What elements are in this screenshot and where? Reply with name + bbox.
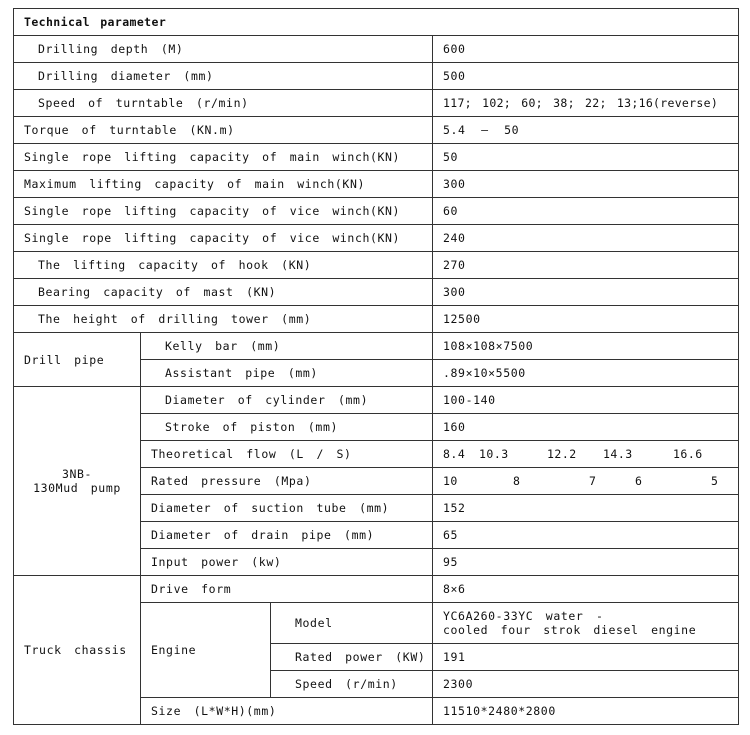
param-label: Stroke of piston (mm): [141, 414, 433, 441]
param-label: Diameter of cylinder (mm): [141, 387, 433, 414]
pressure-value: 8: [513, 474, 521, 488]
param-value: 2300: [433, 671, 739, 698]
flow-value: 10.3: [479, 447, 509, 461]
param-value: 5.4 — 50: [433, 117, 739, 144]
param-value: 160: [433, 414, 739, 441]
param-value: 12500: [433, 306, 739, 333]
flow-value: 12.2: [547, 447, 577, 461]
param-label: Drilling depth (M): [14, 36, 433, 63]
param-value: 50: [433, 144, 739, 171]
param-label: Single rope lifting capacity of main winch(KN): [14, 144, 433, 171]
param-value-multi: [433, 441, 739, 468]
pressure-value: 5: [711, 474, 719, 488]
spec-table: [13, 8, 739, 725]
table-row: [14, 252, 739, 279]
table-row: [14, 36, 739, 63]
param-label: Bearing capacity of mast (KN): [14, 279, 433, 306]
table-title: Technical parameter: [14, 9, 739, 36]
param-label: Input power (kw): [141, 549, 433, 576]
param-label: Assistant pipe (mm): [141, 360, 433, 387]
flow-value: 14.3: [603, 447, 633, 461]
table-row: [14, 387, 739, 414]
param-label: Drive form: [141, 576, 433, 603]
param-label: Diameter of drain pipe (mm): [141, 522, 433, 549]
group-label-drill-pipe: Drill pipe: [14, 333, 141, 387]
param-value: 300: [433, 171, 739, 198]
param-label: Kelly bar (mm): [141, 333, 433, 360]
param-value: 191: [433, 644, 739, 671]
table-row: [14, 90, 739, 117]
param-value: 270: [433, 252, 739, 279]
model-line: cooled four strok diesel engine: [443, 623, 697, 637]
param-value: 117; 102; 60; 38; 22; 13;16(reverse): [433, 90, 739, 117]
param-label: Size (L*W*H)(mm): [141, 698, 433, 725]
table-row: [14, 576, 739, 603]
group-label-mud-pump: [14, 387, 141, 576]
param-label: Single rope lifting capacity of vice winch(KN): [14, 225, 433, 252]
pressure-value: 10: [443, 474, 458, 488]
param-label: Drilling diameter (mm): [14, 63, 433, 90]
param-value: 240: [433, 225, 739, 252]
param-value: 108×108×7500: [433, 333, 739, 360]
table-row: [14, 225, 739, 252]
param-label: The lifting capacity of hook (KN): [14, 252, 433, 279]
table-row: [14, 198, 739, 225]
param-label: Torque of turntable (KN.m): [14, 117, 433, 144]
table-row: [14, 279, 739, 306]
param-label: Model: [271, 603, 433, 644]
table-row: [14, 333, 739, 360]
param-value: 152: [433, 495, 739, 522]
table-row: [14, 144, 739, 171]
param-label: Speed of turntable (r/min): [14, 90, 433, 117]
param-value: 100-140: [433, 387, 739, 414]
table-row: [14, 117, 739, 144]
param-value: 8×6: [433, 576, 739, 603]
flow-value: 8.4: [443, 447, 466, 461]
param-value: 65: [433, 522, 739, 549]
param-label: Theoretical flow (L / S): [141, 441, 433, 468]
pressure-value: 7: [589, 474, 597, 488]
table-row: [14, 63, 739, 90]
pressure-value: 6: [635, 474, 643, 488]
param-label: Single rope lifting capacity of vice winch(KN): [14, 198, 433, 225]
group-label-truck-chassis: Truck chassis: [14, 576, 141, 725]
title-row: [14, 9, 739, 36]
flow-value: 16.6: [673, 447, 703, 461]
table-row: [14, 171, 739, 198]
param-value: 95: [433, 549, 739, 576]
param-label: Rated power (KW): [271, 644, 433, 671]
param-label: The height of drilling tower (mm): [14, 306, 433, 333]
group-label-line: 130Mud pump: [33, 481, 121, 495]
param-value: 600: [433, 36, 739, 63]
group-label-line: 3NB-: [61, 467, 93, 481]
param-value: 60: [433, 198, 739, 225]
param-label: Maximum lifting capacity of main winch(KN): [14, 171, 433, 198]
technical-parameter-sheet: [13, 8, 738, 725]
param-value: 11510*2480*2800: [433, 698, 739, 725]
param-label: Speed (r/min): [271, 671, 433, 698]
param-label: Rated pressure (Mpa): [141, 468, 433, 495]
group-label-engine: Engine: [141, 603, 271, 698]
param-label: Diameter of suction tube (mm): [141, 495, 433, 522]
param-value: .89×10×5500: [433, 360, 739, 387]
param-value: 300: [433, 279, 739, 306]
model-line: YC6A260-33YC water -: [443, 609, 604, 623]
param-value: 500: [433, 63, 739, 90]
param-value: [433, 603, 739, 644]
table-row: [14, 306, 739, 333]
param-value-multi: [433, 468, 739, 495]
